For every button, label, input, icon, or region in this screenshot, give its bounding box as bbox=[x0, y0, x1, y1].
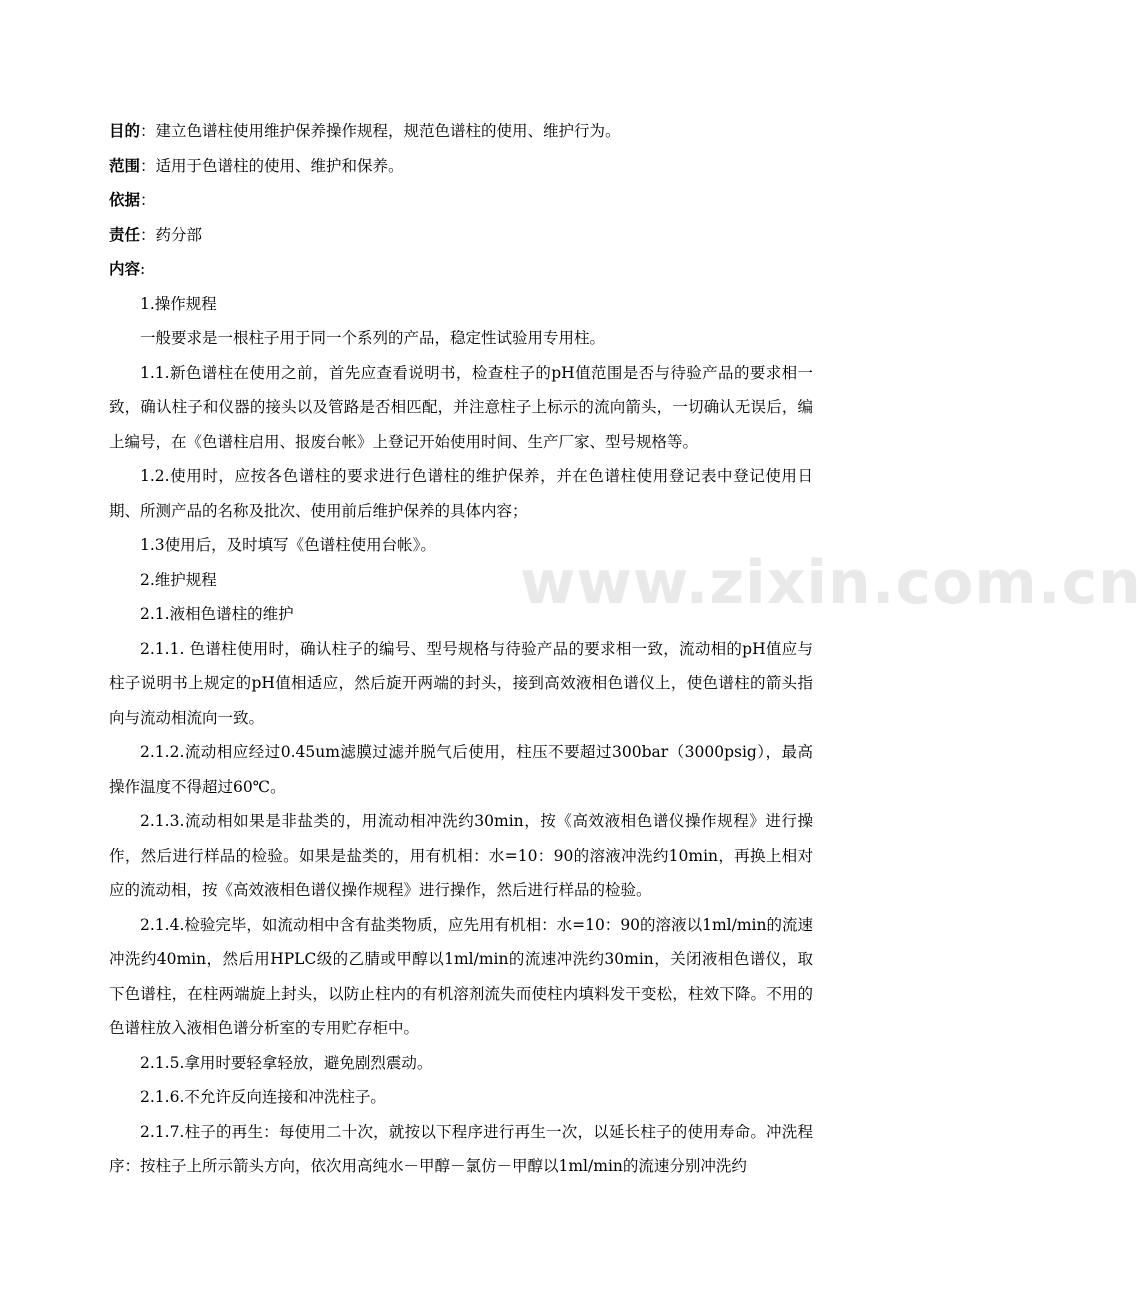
content-label: 内容 bbox=[109, 260, 141, 278]
section-2-1-title: 2.1.液相色谱柱的维护 bbox=[140, 605, 294, 623]
responsibility-label: 责任 bbox=[109, 225, 141, 244]
watermark: www.zixin.com.cn bbox=[520, 548, 1142, 618]
purpose-line bbox=[109, 114, 813, 149]
section-1-intro: 一般要求是一根柱子用于同一个系列的产品，稳定性试验用专用柱。 bbox=[140, 329, 606, 347]
basis-line bbox=[109, 183, 813, 218]
scope-line bbox=[109, 149, 813, 184]
section-1-3: 1.3使用后，及时填写《色谱柱使用台帐》。 bbox=[140, 536, 436, 554]
section-1-title: 1.操作规程 bbox=[140, 294, 217, 313]
purpose-label: 目的 bbox=[109, 122, 141, 140]
scope-label: 范围 bbox=[109, 156, 141, 175]
section-2-title: 2.维护规程 bbox=[140, 570, 217, 589]
section-1-2: 1.2.使用时，应按各色谱柱的要求进行色谱柱的维护保养，并在色谱柱使用登记表中登记使用日期、所测产品的名称及批次、使用前后维护保养的具体内容； bbox=[109, 467, 813, 520]
purpose-text: ：建立色谱柱使用维护保养操作规程，规范色谱柱的使用、维护行为。 bbox=[140, 122, 621, 140]
section-2-1-3: 2.1.3.流动相如果是非盐类的，用流动相冲洗约30min，按《高效液相色谱仪操作规程》进行操作，然后进行样品的检验。如果是盐类的，用有机相：水=10：90的溶液冲洗约10min，再换上相对应的流动相，按《高效液相色谱仪操作规程》进行操作，然后进行样品的检验。 bbox=[109, 812, 813, 899]
section-2-1-6: 2.1.6.不允许反向连接和冲洗柱子。 bbox=[140, 1088, 386, 1106]
section-2-1-7: 2.1.7.柱子的再生：每使用二十次，就按以下程序进行再生一次，以延长柱子的使用寿命。冲洗程序：按柱子上所示箭头方向，依次用高纯水－甲醇－氯仿－甲醇以1ml/min的流速分别冲洗约 bbox=[109, 1122, 813, 1175]
scope-text: ：适用于色谱柱的使用、维护和保养。 bbox=[140, 156, 404, 175]
section-1-1: 1.1.新色谱柱在使用之前，首先应查看说明书，检查柱子的pH值范围是否与待验产品的要求相一致，确认柱子和仪器的接头以及管路是否相匹配，并注意柱子上标示的流向箭头，一切确认无误后，编上编号，在《色谱柱启用、报废台帐》上登记开始使用时间、生产厂家、型号规格等。 bbox=[109, 363, 813, 451]
document-body bbox=[109, 114, 813, 1184]
content-line bbox=[109, 252, 813, 287]
responsibility-line bbox=[109, 218, 813, 253]
section-2-1-2: 2.1.2.流动相应经过0.45um滤膜过滤并脱气后使用，柱压不要超过300bar（3000psig），最高操作温度不得超过60℃。 bbox=[109, 743, 813, 796]
section-2-1-5: 2.1.5.拿用时要轻拿轻放，避免剧烈震动。 bbox=[140, 1053, 433, 1072]
content-text: : bbox=[140, 260, 146, 278]
section-2-1-1: 2.1.1. 色谱柱使用时，确认柱子的编号、型号规格与待验产品的要求相一致，流动相的pH值应与柱子说明书上规定的pH值相适应，然后旋开两端的封头，接到高效液相色谱仪上，使色谱柱的箭头指向与流动相流向一致。 bbox=[109, 639, 813, 727]
section-2-1-4: 2.1.4.检验完毕，如流动相中含有盐类物质，应先用有机相：水=10：90的溶液以1ml/min的流速冲洗约40min，然后用HPLC级的乙腈或甲醇以1ml/min的流速冲洗约30min，关闭液相色谱仪，取下色谱柱，在柱两端旋上封头，以防止柱内的有机溶剂流失而使柱内填料发干变松，柱效下降。不用的色谱柱放入液相色谱分析室的专用贮存柜中。 bbox=[109, 915, 813, 1037]
basis-label: 依据 bbox=[109, 191, 141, 209]
basis-text: ： bbox=[140, 191, 156, 209]
responsibility-text: ：药分部 bbox=[140, 225, 203, 244]
